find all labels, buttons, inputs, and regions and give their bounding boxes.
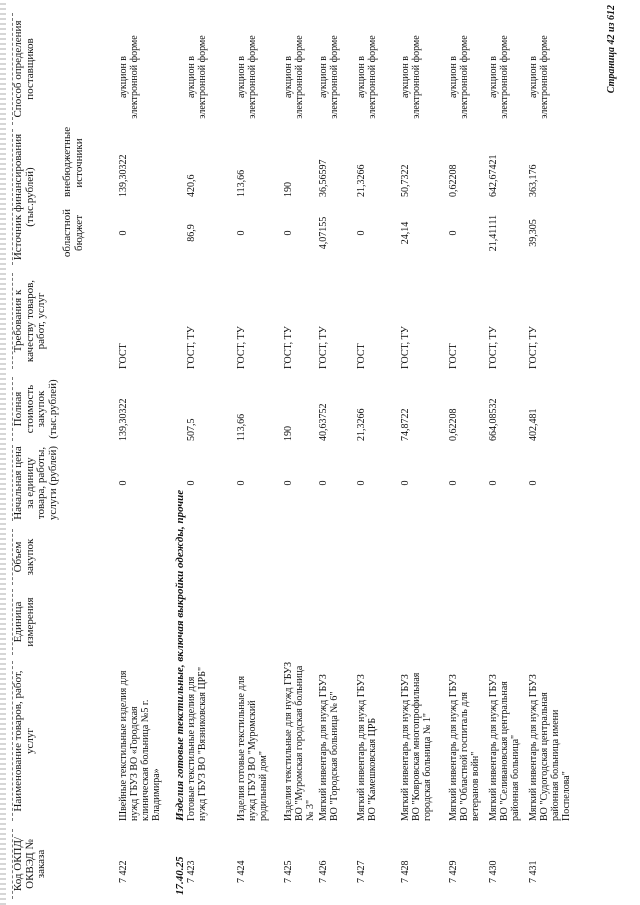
- cell-code: 7 422: [118, 860, 129, 883]
- cell-regional: 24,14: [400, 221, 411, 245]
- cell-total: 113,66: [236, 413, 247, 441]
- cell-req: ГОСТ: [448, 343, 459, 369]
- cell-price: 0: [318, 480, 329, 486]
- cell-price: 0: [283, 480, 294, 486]
- cell-total: 507,5: [186, 418, 197, 441]
- cell-method: аукцион в электронной форме: [118, 35, 140, 119]
- cell-code: 7 425: [283, 860, 294, 883]
- cell-req: ГОСТ: [118, 343, 129, 369]
- cell-code: 7 423: [186, 860, 197, 883]
- cell-offbudget: 50,7322: [400, 164, 411, 197]
- cell-offbudget: 36,56597: [318, 159, 329, 197]
- cell-method: аукцион в электронной форме: [236, 35, 258, 119]
- cell-regional: 4,07155: [318, 216, 329, 250]
- cell-name: Швейные текстильные изделия для нужд ГБУЗ ВО «Городская клиническая больница №5 г. Владимира»: [118, 670, 162, 821]
- cell-price: 0: [488, 480, 499, 486]
- cell-req: ГОСТ, ТУ: [236, 326, 247, 369]
- header-financing: Источник финансирования (тыс.рублей): [12, 129, 36, 265]
- cell-name: Мягкий инвентарь для нужд ГБУЗ ВО "Судогодская центральная районная больница имени Поспелова": [528, 674, 572, 821]
- header-name: Наименование товаров, работ, услуг: [12, 661, 36, 821]
- cell-offbudget: 139,30322: [118, 154, 129, 197]
- cell-name: Изделия готовые текстильные для нужд ГБУЗ ВО "Муромский родильный дом": [236, 675, 269, 821]
- header-unit-price: Начальная цена за единицу товара, работы, услуги (рублей): [12, 445, 59, 521]
- page-footer: Страница 42 из 612: [606, 5, 617, 94]
- cell-price: 0: [236, 480, 247, 486]
- header-requirements: Требования к качеству товаров, работ, услуг: [12, 273, 48, 369]
- cell-offbudget: 190: [283, 182, 294, 197]
- cell-method: аукцион в электронной форме: [283, 35, 305, 119]
- cell-req: ГОСТ, ТУ: [318, 326, 329, 369]
- cell-price: 0: [186, 480, 197, 486]
- cell-code: 7 430: [488, 860, 499, 883]
- cell-name: Мягкий инвентарь для нужд ГБУЗ ВО "Ковровская многопрофильная городская больница № 1": [400, 672, 433, 821]
- cell-method: аукцион в электронной форме: [318, 35, 340, 119]
- cell-name: Готовые текстильные изделия для нужд ГБУЗ ВО "Вязниковская ЦРБ": [186, 666, 208, 821]
- header-total-cost: Полная стоимость закупок (тыс.рублей): [12, 377, 59, 441]
- cell-total: 0,62208: [448, 408, 459, 441]
- cell-name: Мягкий инвентарь для нужд ГБУЗ ВО "Городская больница № 6": [318, 674, 340, 821]
- cell-total: 402,481: [528, 408, 539, 441]
- cell-total: 74,8722: [400, 408, 411, 441]
- cell-code: 7 431: [528, 860, 539, 883]
- cell-offbudget: 0,62208: [448, 164, 459, 197]
- cell-name: Мягкий инвентарь для нужд ГБУЗ ВО "Камешковская ЦРБ: [356, 674, 378, 821]
- cell-price: 0: [448, 480, 459, 486]
- header-code: Код ОКПД/ ОКВЭД № заказа: [12, 829, 48, 899]
- cell-regional: 39,305: [528, 219, 539, 247]
- cell-code: 7 428: [400, 860, 411, 883]
- cell-price: 0: [400, 480, 411, 486]
- header-volume: Объем закупок: [12, 529, 36, 585]
- cell-name: Мягкий инвентарь для нужд ГБУЗ ВО "Селивановская центральная районная больница": [488, 674, 521, 821]
- scan-edge-noise: [0, 0, 6, 905]
- section-title: Изделия готовые текстильные, включая выкройки одежды, прочие: [174, 489, 186, 821]
- cell-req: ГОСТ: [356, 343, 367, 369]
- cell-total: 21,3266: [356, 408, 367, 441]
- cell-req: ГОСТ, ТУ: [400, 326, 411, 369]
- cell-price: 0: [356, 480, 367, 486]
- cell-regional: 0: [448, 230, 459, 236]
- cell-regional: 0: [118, 230, 129, 236]
- cell-total: 139,30322: [118, 398, 129, 441]
- cell-code: 7 426: [318, 860, 329, 883]
- cell-total: 40,63752: [318, 403, 329, 441]
- header-unit: Единица измерения: [12, 589, 36, 655]
- cell-code: 7 429: [448, 860, 459, 883]
- cell-regional: 0: [283, 230, 294, 236]
- cell-req: ГОСТ, ТУ: [186, 326, 197, 369]
- cell-method: аукцион в электронной форме: [488, 35, 510, 119]
- cell-offbudget: 363,176: [528, 164, 539, 197]
- header-offbudget: внебюджетные источники: [61, 126, 85, 197]
- cell-regional: 0: [236, 230, 247, 236]
- header-method: Способ определения поставщиков: [12, 13, 36, 125]
- cell-req: ГОСТ, ТУ: [528, 326, 539, 369]
- cell-method: аукцион в электронной форме: [528, 35, 550, 119]
- header-regional-budget: областной бюджет: [61, 208, 85, 258]
- cell-price: 0: [528, 480, 539, 486]
- cell-offbudget: 420,6: [186, 174, 197, 197]
- cell-name: Мягкий инвентарь для нужд ГБУЗ ВО "Областной госпиталь для ветеранов войн": [448, 674, 481, 821]
- cell-name: Изделия текстильные для нужд ГБУЗ ВО "Муромская городская больница № 3": [283, 661, 316, 821]
- cell-req: ГОСТ, ТУ: [283, 326, 294, 369]
- cell-method: аукцион в электронной форме: [400, 35, 422, 119]
- cell-method: аукцион в электронной форме: [356, 35, 378, 119]
- cell-code: 7 424: [236, 860, 247, 883]
- cell-code: 7 427: [356, 860, 367, 883]
- cell-total: 190: [283, 426, 294, 441]
- cell-method: аукцион в электронной форме: [448, 35, 470, 119]
- cell-method: аукцион в электронной форме: [186, 35, 208, 119]
- section-code: 17.40.25: [174, 856, 186, 895]
- cell-total: 664,08532: [488, 398, 499, 441]
- cell-req: ГОСТ, ТУ: [488, 326, 499, 369]
- cell-regional: 21,41111: [488, 214, 499, 252]
- cell-regional: 0: [356, 230, 367, 236]
- cell-offbudget: 113,66: [236, 169, 247, 197]
- cell-price: 0: [118, 480, 129, 486]
- cell-offbudget: 642,67421: [488, 154, 499, 197]
- cell-offbudget: 21,3266: [356, 164, 367, 197]
- cell-regional: 86,9: [186, 224, 197, 242]
